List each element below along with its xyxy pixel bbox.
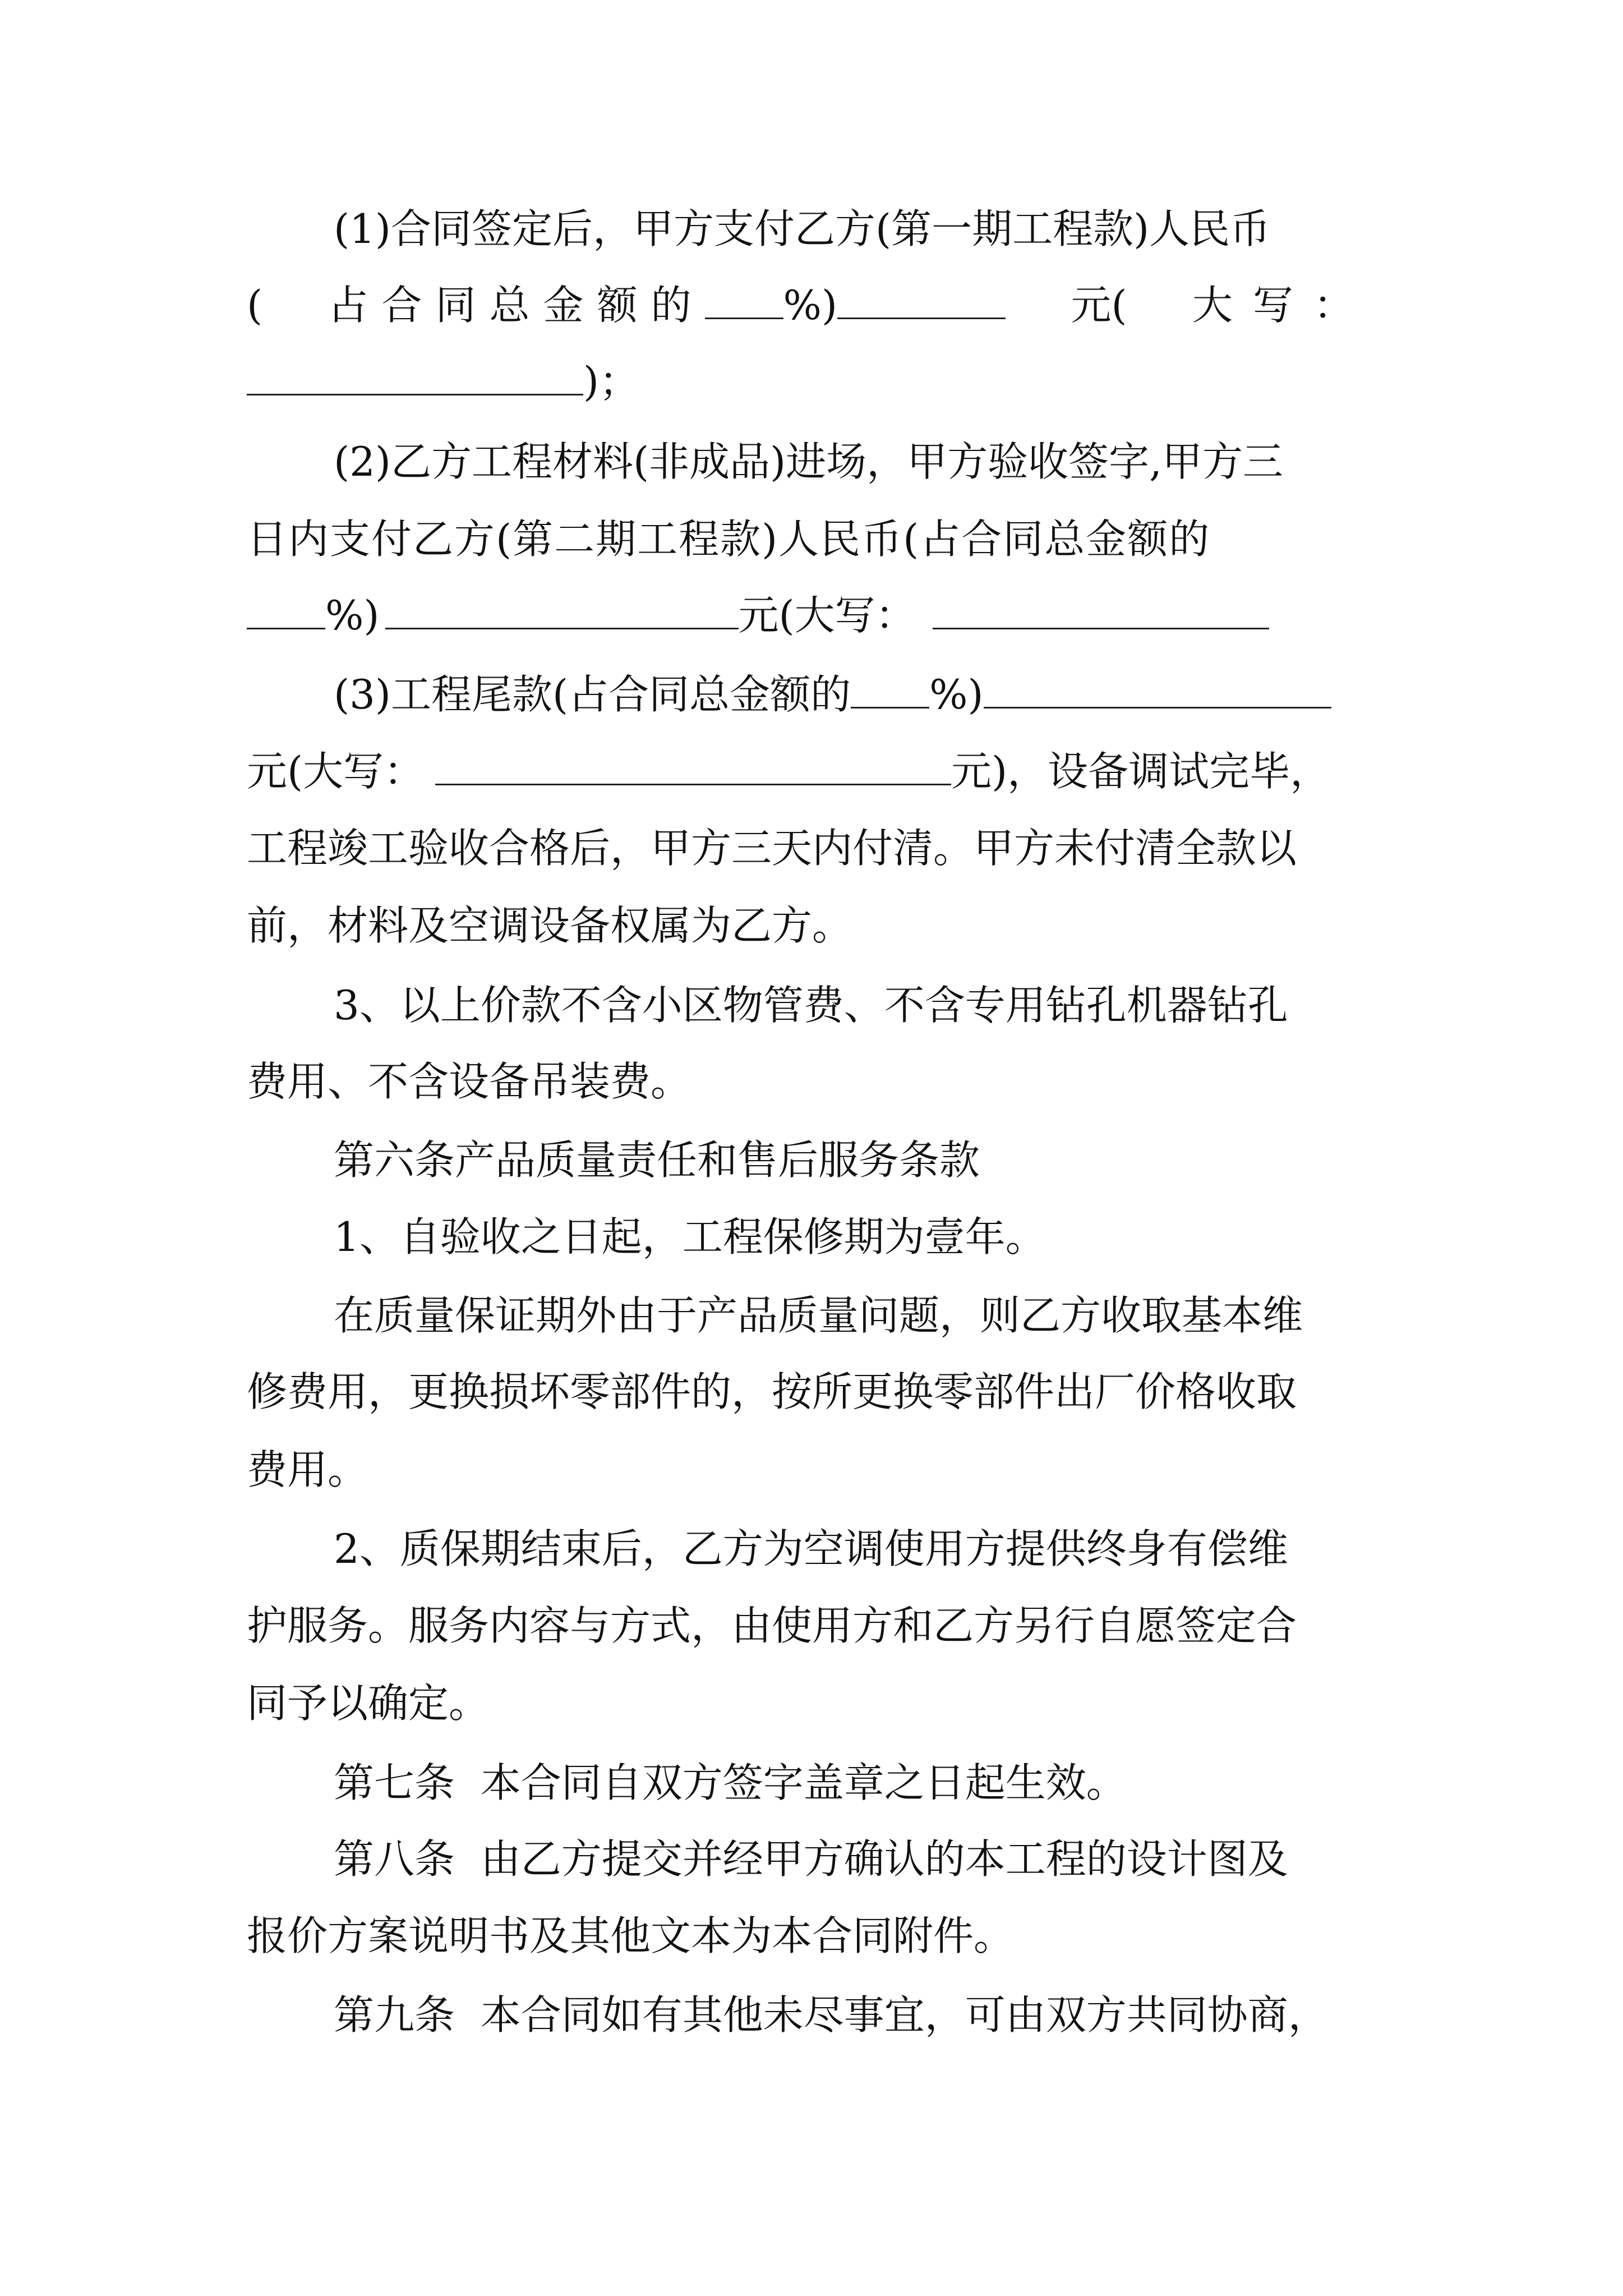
p8-line3: 同予以确定。 <box>247 1680 490 1727</box>
p1-percent-close: %) <box>783 282 838 329</box>
p1-amount-blank <box>837 284 1006 319</box>
article-8-line1: 第八条 由乙方提交并经甲方确认的本工程的设计图及 <box>334 1835 1288 1883</box>
p2-percent-blank <box>247 594 325 629</box>
p8-line2: 护服务。服务内容与方式，由使用方和乙方另行自愿签定合 <box>247 1602 1297 1649</box>
p1-daxie: 大写： <box>1192 282 1374 329</box>
p7-line3: 费用。 <box>247 1446 368 1493</box>
p1-share-label: 占合同总金额的 <box>328 282 705 329</box>
article-9-line1: 第九条 本合同如有其他未尽事宜，可由双方共同协商， <box>334 1991 1329 2039</box>
p1-line3 <box>247 355 639 408</box>
p3-daxie-blank <box>435 750 951 785</box>
p1-percent-blank <box>705 284 783 319</box>
p2-line3 <box>247 588 1269 642</box>
p7-line1: 在质量保证期外由于产品质量问题，则乙方收取基本维 <box>334 1292 1303 1339</box>
p1-percent-text <box>328 278 1006 332</box>
p3-yuan: 元(大写： <box>247 748 425 795</box>
p4-line2: 费用、不含设备吊装费。 <box>247 1058 691 1105</box>
article-7: 第七条 本合同自双方签字盖章之日起生效。 <box>334 1759 1127 1806</box>
p3-line2 <box>247 744 1330 798</box>
p3-amount-blank <box>984 673 1331 708</box>
p3-label: (3)工程尾款(占合同总金额的 <box>334 671 851 718</box>
p4-line1: 3、以上价款不含小区物管费、不含专用钻孔机器钻孔 <box>334 982 1288 1029</box>
p3-line1 <box>334 668 1331 721</box>
p3-rest: 元)，设备调试完毕， <box>951 748 1331 795</box>
p1-close: )； <box>583 358 640 405</box>
p2-line1: (2)乙方工程材料(非成品)进场，甲方验收签字,甲方三 <box>334 438 1284 485</box>
p1-open-paren: ( <box>247 282 263 329</box>
p2-daxie-blank <box>933 594 1269 629</box>
p3-percent-blank <box>851 673 929 708</box>
p3-line4: 前，材料及空调设备权属为乙方。 <box>247 902 853 949</box>
article-6-heading: 第六条产品质量责任和售后服务条款 <box>334 1137 980 1184</box>
p1-line1: (1)合同签定后，甲方支付乙方(第一期工程款)人民币 <box>334 205 1271 252</box>
p2-percent-close: %) <box>325 592 380 639</box>
p3-percent-close: %) <box>929 671 984 718</box>
article-8-line2: 报价方案说明书及其他文本为本合同附件。 <box>247 1912 1015 1959</box>
p1-line2 <box>247 278 1374 332</box>
p1-yuan: 元( <box>1071 282 1127 329</box>
p1-daxie-blank <box>247 360 583 395</box>
p6-line1: 1、自验收之日起，工程保修期为壹年。 <box>334 1213 1046 1260</box>
p3-line3: 工程竣工验收合格后，甲方三天内付清。甲方未付清全款以 <box>247 825 1297 872</box>
p7-line2: 修费用，更换损坏零部件的，按所更换零部件出厂价格收取 <box>247 1368 1297 1415</box>
p2-yuan: 元(大写： <box>738 592 916 639</box>
p2-amount-blank <box>385 594 739 629</box>
p2-line2: 日内支付乙方(第二期工程款)人民币(占合同总金额的 <box>247 516 1211 563</box>
p8-line1: 2、质保期结束后，乙方为空调使用方提供终身有偿维 <box>334 1525 1288 1572</box>
